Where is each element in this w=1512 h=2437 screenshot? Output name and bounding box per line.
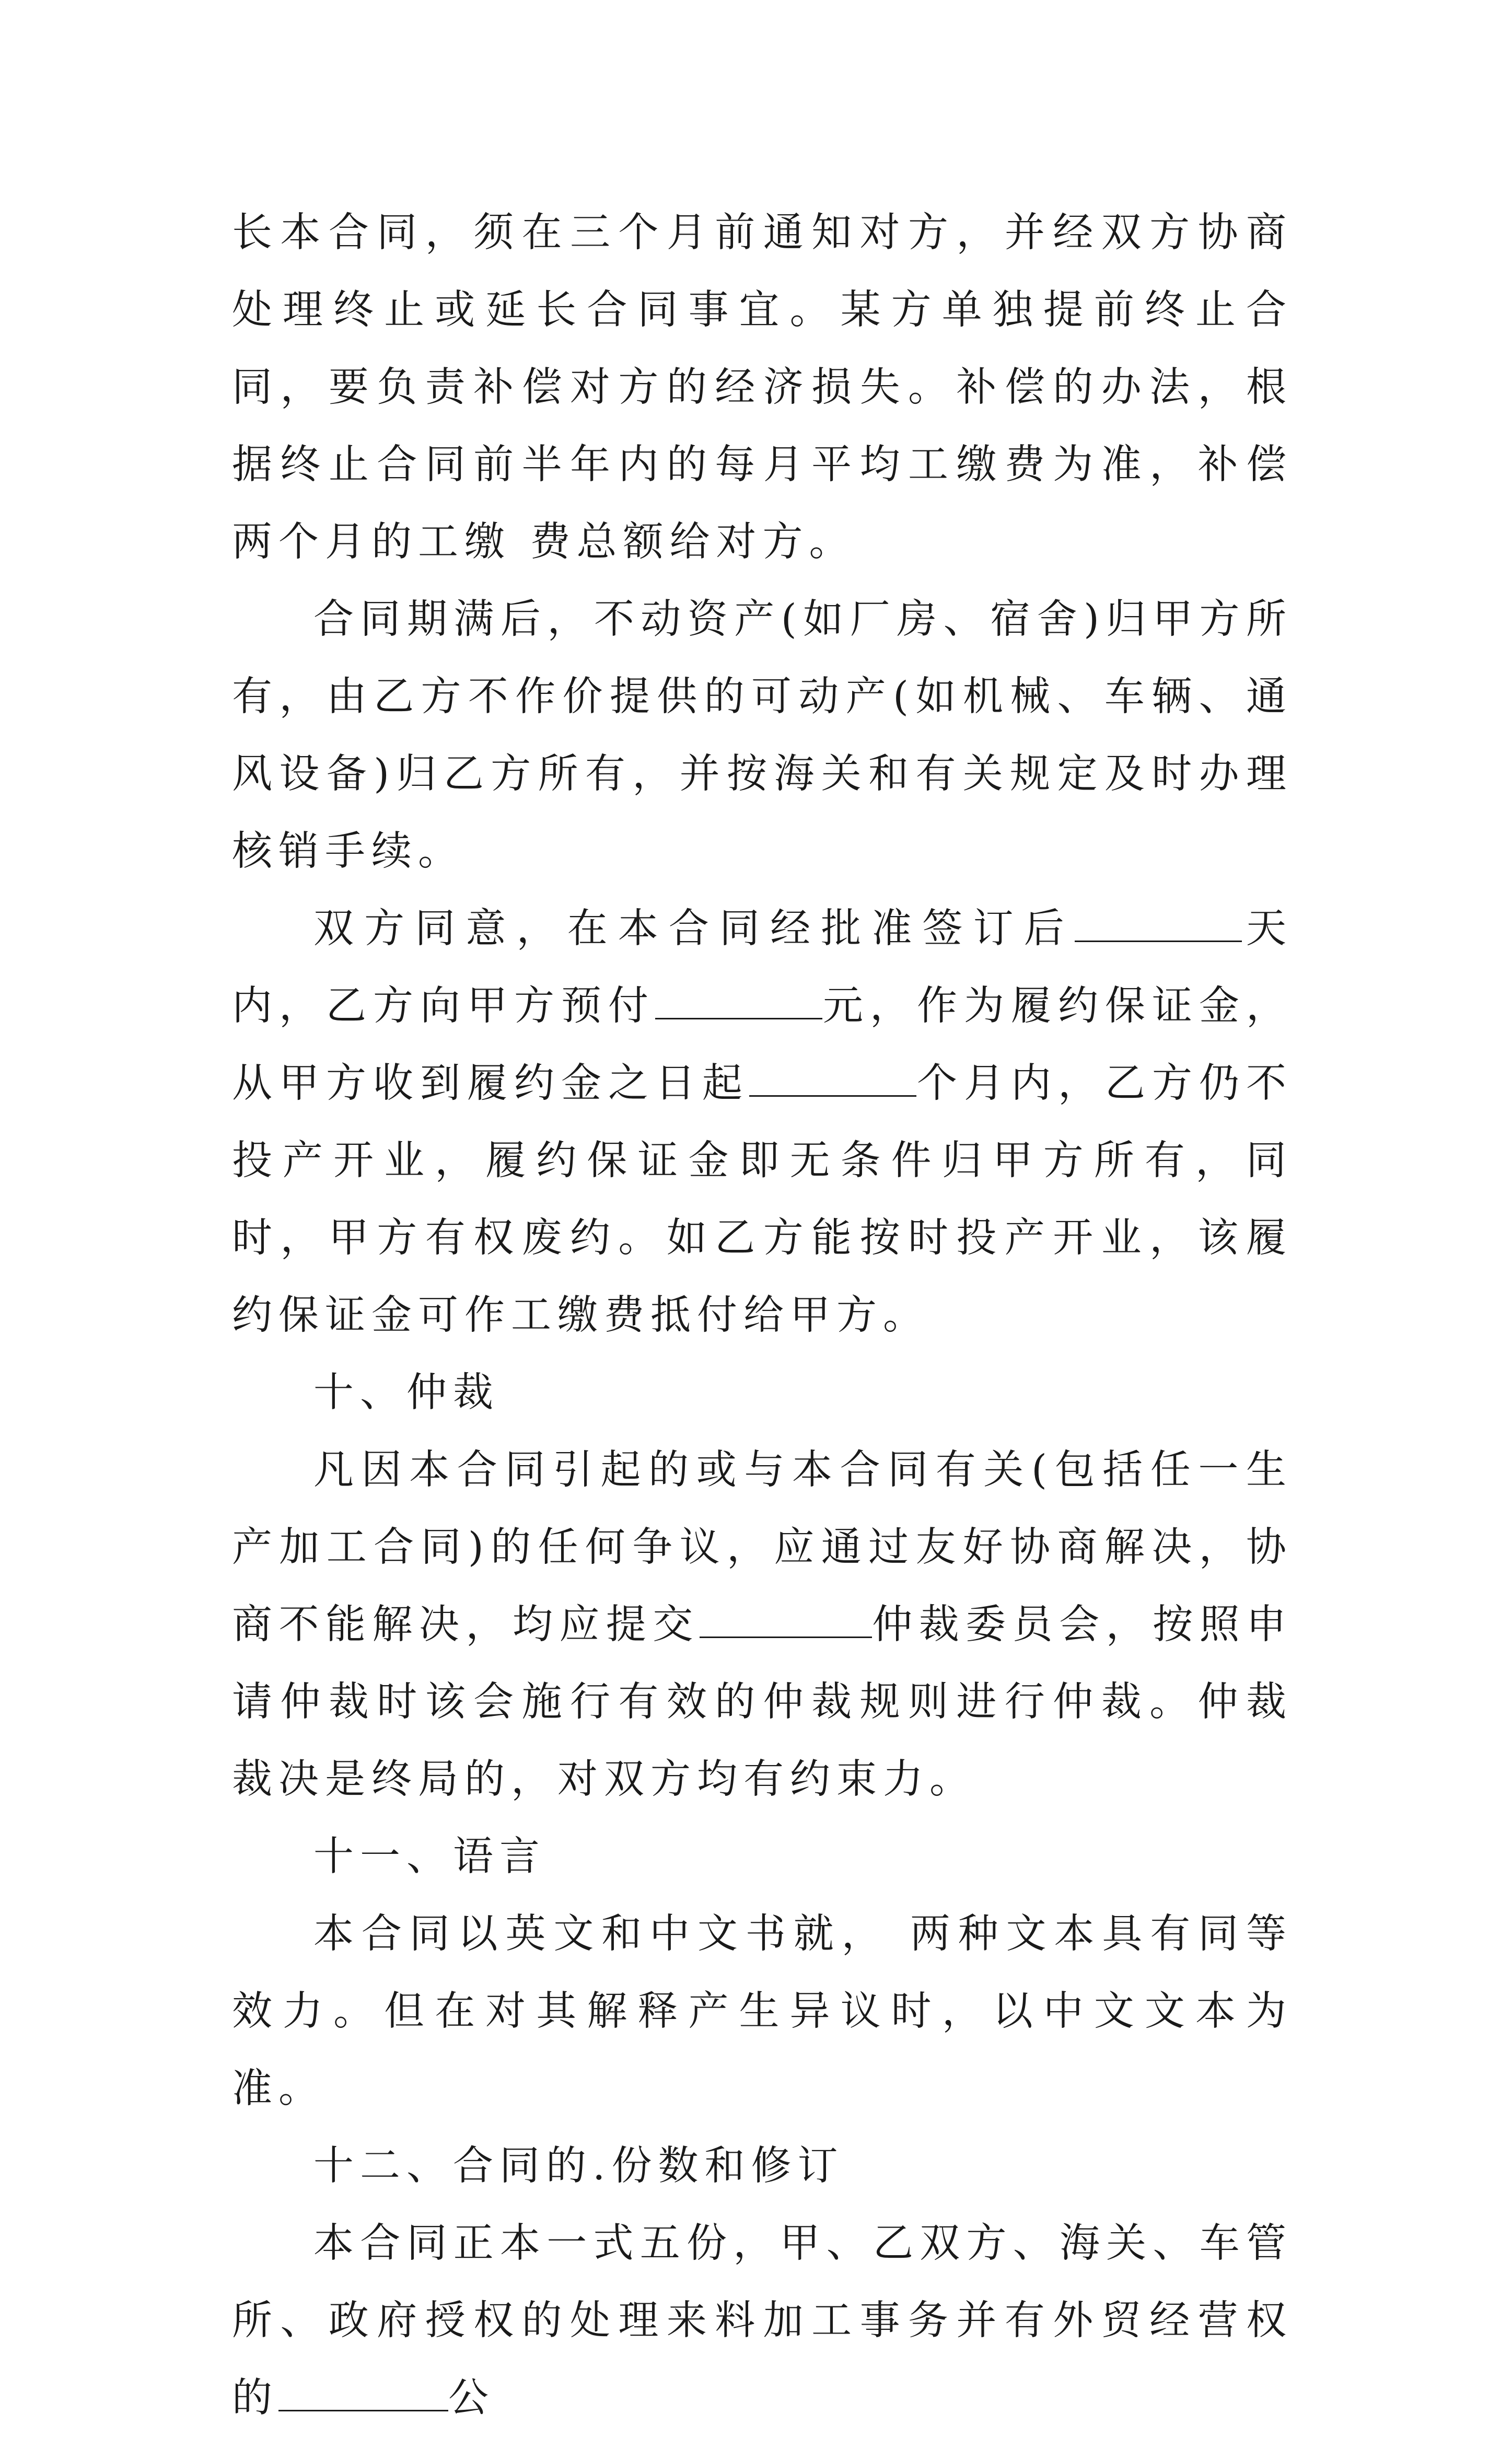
paragraph-termination-compensation: 长本合同，须在三个月前通知对方，并经双方协商处理终止或延长合同事宜。某方单独提前终止合同，要负责补偿对方的经济损失。补偿的办法，根据终止合同前半年内的每月平均工缴费为准，补偿两个月的工缴 费总额给对方。: [232, 210, 1293, 565]
document-body: [232, 194, 1293, 2437]
section-heading-arbitration: 十、仲裁: [313, 1370, 499, 1416]
blank-amount-field: [655, 987, 822, 1019]
section-heading-copies-amendment: 十二、合同的.份数和修订: [313, 2143, 844, 2189]
paragraph-language: 本合同以英文和中文书就， 两种文本具有同等效力。但在对其解释产生异议时，以中文文本为准。: [232, 1911, 1293, 2112]
paragraph-arbitration: 凡因本合同引起的或与本合同有关(包括任一生产加工合同)的任何争议，应通过友好协商解决，协商不能解决，均应提交 仲裁委员会，按照申请仲裁时该会施行有效的仲裁规则进行仲裁。仲裁裁决是终局的，对双方均有约束力。: [232, 1447, 1293, 1803]
blank-arbitration-commission-field: [700, 1605, 872, 1638]
paragraph-copies: 本合同正本一式五份，甲、乙双方、海关、车管所、政府授权的处理来料加工事务并有外贸经营权的 公: [232, 2220, 1293, 2421]
paragraph-asset-ownership: 合同期满后，不动资产(如厂房、宿舍)归甲方所有，由乙方不作价提供的可动产(如机械、车辆、通风设备)归乙方所有，并按海关和有关规定及时办理核销手续。: [232, 596, 1293, 875]
section-heading-language: 十一、语言: [313, 1833, 546, 1880]
blank-days-field: [1075, 909, 1242, 942]
blank-months-field: [749, 1064, 916, 1097]
paragraph-performance-bond: 双方同意，在本合同经批准签订后 天内，乙方向甲方预付 元，作为履约保证金，从甲方收到履约金之日起 个月内，乙方仍不投产开业，履约保证金即无条件归甲方所有，同时，甲方有权废约。如乙方能按时投产开业，该履约保证金可作工缴费抵付给甲方。: [232, 906, 1293, 1339]
blank-company-field: [278, 2378, 448, 2411]
